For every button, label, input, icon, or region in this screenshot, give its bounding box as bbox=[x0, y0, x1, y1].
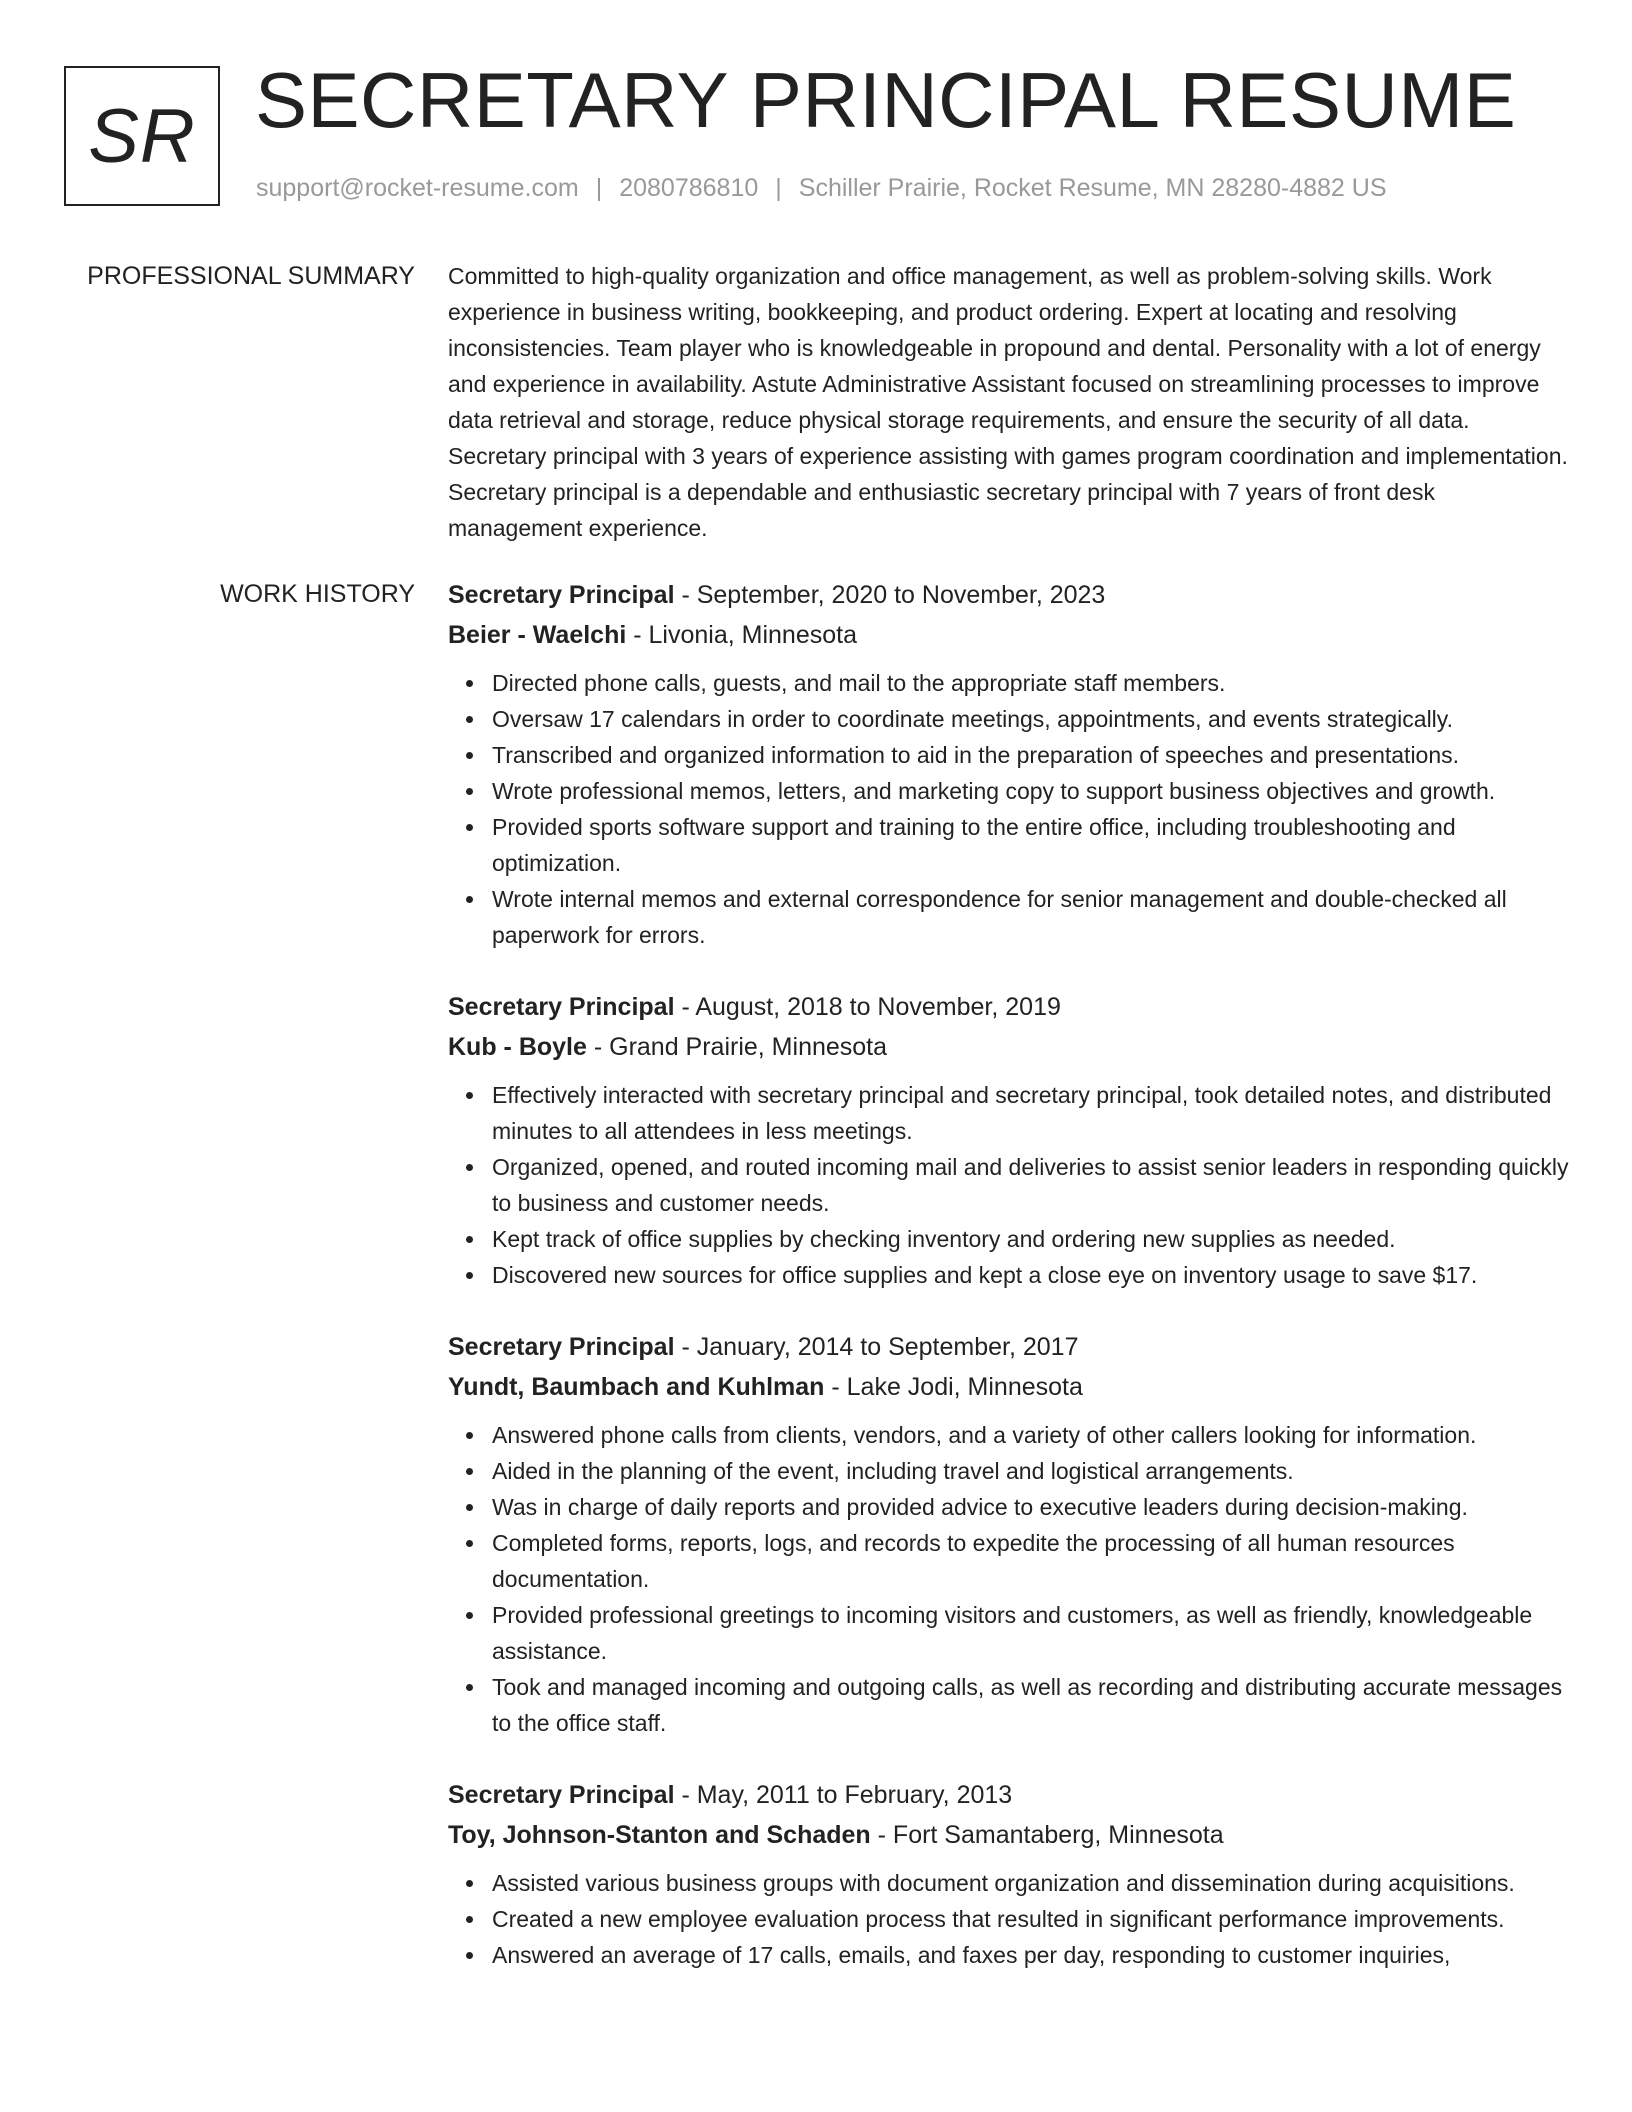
job-dates: - August, 2018 to November, 2019 bbox=[674, 993, 1061, 1021]
job-dates: - September, 2020 to November, 2023 bbox=[674, 581, 1106, 609]
job-location: - Lake Jodi, Minnesota bbox=[824, 1373, 1083, 1401]
job-entry bbox=[448, 1327, 1570, 1741]
job-company-line bbox=[448, 1027, 1570, 1067]
job-bullet-item: Transcribed and organized information to aid in the preparation of speeches and presentations. bbox=[492, 737, 1570, 773]
job-bullet-list bbox=[448, 1077, 1570, 1293]
job-company-line bbox=[448, 1815, 1570, 1855]
job-title-line bbox=[448, 1775, 1570, 1815]
job-location: - Livonia, Minnesota bbox=[626, 621, 857, 649]
job-company: Kub - Boyle bbox=[448, 1033, 587, 1061]
job-bullet-item: Answered an average of 17 calls, emails, and faxes per day, responding to customer inquiries, bbox=[492, 1937, 1570, 1973]
job-entry bbox=[448, 987, 1570, 1293]
job-bullet-item: Took and managed incoming and outgoing calls, as well as recording and distributing accurate messages to the office staff. bbox=[492, 1669, 1570, 1741]
work-history-section bbox=[448, 575, 1570, 2007]
job-bullet-item: Was in charge of daily reports and provided advice to executive leaders during decision-making. bbox=[492, 1489, 1570, 1525]
job-bullet-list bbox=[448, 665, 1570, 953]
job-bullet-item: Answered phone calls from clients, vendors, and a variety of other callers looking for information. bbox=[492, 1417, 1570, 1453]
job-title-line bbox=[448, 1327, 1570, 1367]
job-bullet-list bbox=[448, 1417, 1570, 1741]
job-title: Secretary Principal bbox=[448, 581, 675, 609]
job-bullet-item: Provided sports software support and training to the entire office, including troubleshooting and optimization. bbox=[492, 809, 1570, 881]
contact-address: Schiller Prairie, Rocket Resume, MN 28280-4882 US bbox=[798, 174, 1387, 202]
job-bullet-item: Directed phone calls, guests, and mail to the appropriate staff members. bbox=[492, 665, 1570, 701]
summary-section bbox=[448, 258, 1570, 546]
job-company-line bbox=[448, 615, 1570, 655]
monogram-initials: SR bbox=[88, 93, 196, 179]
contact-line bbox=[256, 174, 1387, 203]
contact-separator: | bbox=[775, 174, 782, 202]
job-bullet-item: Created a new employee evaluation process that resulted in significant performance improvements. bbox=[492, 1901, 1570, 1937]
contact-separator: | bbox=[595, 174, 603, 202]
job-bullet-item: Organized, opened, and routed incoming mail and deliveries to assist senior leaders in responding quickly to business and customer needs. bbox=[492, 1149, 1570, 1221]
job-bullet-item: Assisted various business groups with document organization and dissemination during acquisitions. bbox=[492, 1865, 1570, 1901]
job-dates: - January, 2014 to September, 2017 bbox=[674, 1333, 1079, 1361]
contact-email: support@rocket-resume.com bbox=[256, 174, 579, 202]
job-title: Secretary Principal bbox=[448, 1781, 675, 1809]
job-dates: - May, 2011 to February, 2013 bbox=[674, 1781, 1013, 1809]
job-title-line bbox=[448, 575, 1570, 615]
job-bullet-list bbox=[448, 1865, 1570, 1973]
job-bullet-item: Provided professional greetings to incoming visitors and customers, as well as friendly, knowledgeable assistance. bbox=[492, 1597, 1570, 1669]
job-title: Secretary Principal bbox=[448, 1333, 675, 1361]
job-bullet-item: Discovered new sources for office supplies and kept a close eye on inventory usage to save $17. bbox=[492, 1257, 1570, 1293]
job-bullet-item: Aided in the planning of the event, including travel and logistical arrangements. bbox=[492, 1453, 1570, 1489]
summary-text: Committed to high-quality organization and office management, as well as problem-solving skills. Work experience in business writing, bookkeeping, and product ordering. Expert at locating and resolving inconsistencies. Team player who is knowledgeable in propound and dental. Personality with a lot of energy and experience in availability. Astute Administrative Assistant focused on streamlining processes to improve data retrieval and storage, reduce physical storage requirements, and ensure the security of all data. Secretary principal with 3 years of experience assisting with games program coordination and implementation. Secretary principal is a dependable and enthusiastic secretary principal with 7 years of front desk management experience. bbox=[448, 263, 1568, 541]
job-company: Toy, Johnson-Stanton and Schaden bbox=[448, 1821, 871, 1849]
work-history-section-label: WORK HISTORY bbox=[220, 580, 415, 608]
job-bullet-item: Wrote professional memos, letters, and marketing copy to support business objectives and growth. bbox=[492, 773, 1570, 809]
summary-section-label: PROFESSIONAL SUMMARY bbox=[87, 262, 415, 290]
contact-phone: 2080786810 bbox=[619, 174, 759, 202]
job-company: Beier - Waelchi bbox=[448, 621, 627, 649]
job-bullet-item: Oversaw 17 calendars in order to coordinate meetings, appointments, and events strategically. bbox=[492, 701, 1570, 737]
job-bullet-item: Completed forms, reports, logs, and records to expedite the processing of all human resources documentation. bbox=[492, 1525, 1570, 1597]
job-entry bbox=[448, 1775, 1570, 1973]
job-bullet-item: Effectively interacted with secretary principal and secretary principal, took detailed notes, and distributed minutes to all attendees in less meetings. bbox=[492, 1077, 1570, 1149]
resume-title: SECRETARY PRINCIPAL RESUME bbox=[255, 56, 1517, 144]
job-company: Yundt, Baumbach and Kuhlman bbox=[448, 1373, 825, 1401]
job-location: - Grand Prairie, Minnesota bbox=[586, 1033, 888, 1061]
job-entry bbox=[448, 575, 1570, 953]
job-company-line bbox=[448, 1367, 1570, 1407]
job-title-line bbox=[448, 987, 1570, 1027]
monogram-box bbox=[64, 66, 220, 206]
job-title: Secretary Principal bbox=[448, 993, 675, 1021]
job-bullet-item: Kept track of office supplies by checking inventory and ordering new supplies as needed. bbox=[492, 1221, 1570, 1257]
job-location: - Fort Samantaberg, Minnesota bbox=[870, 1821, 1224, 1849]
job-bullet-item: Wrote internal memos and external correspondence for senior management and double-checked all paperwork for errors. bbox=[492, 881, 1570, 953]
